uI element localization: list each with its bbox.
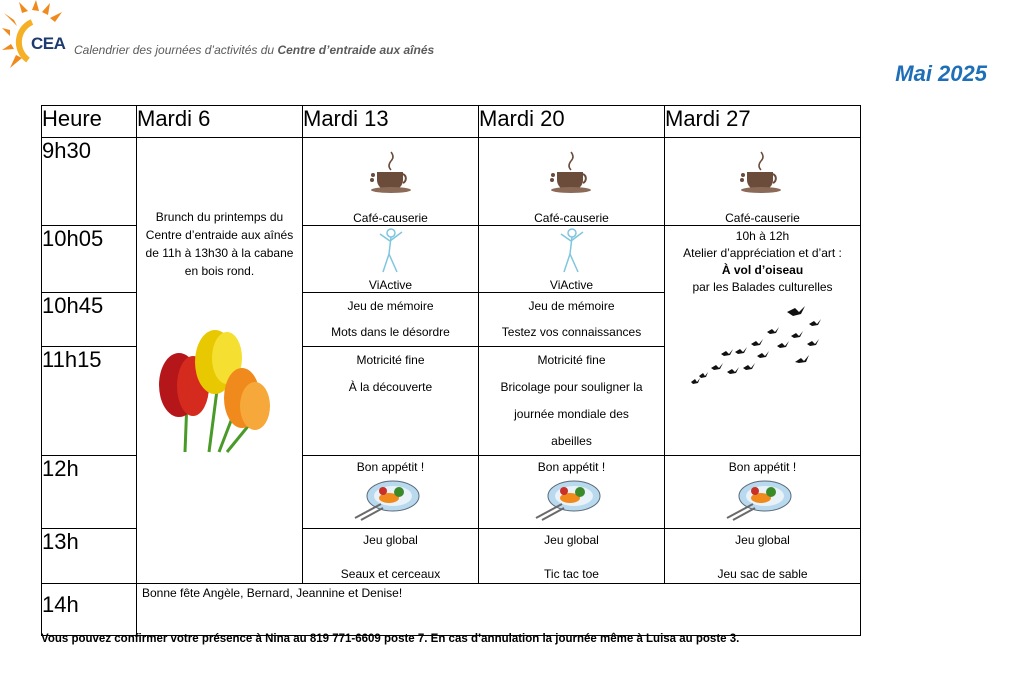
col-header-mardi-6: Mardi 6 xyxy=(137,106,303,138)
birthday-text: Bonne fête Angèle, Bernard, Jeannine et Denise! xyxy=(137,584,861,636)
col-header-mardi-20: Mardi 20 xyxy=(479,106,665,138)
hour-12h: 12h xyxy=(42,456,137,529)
mardi27-cafe-cell xyxy=(665,138,861,226)
hour-9h30: 9h30 xyxy=(42,138,137,226)
mardi13-memoire-cell xyxy=(303,293,479,347)
meal-plate-icon xyxy=(353,478,425,522)
month-title: Mai 2025 xyxy=(895,61,987,86)
footer-note: Vous pouvez confirmer votre présence à Nina au 819 771-6609 poste 7. En cas d’annulation la journée même à Luisa au poste 3. xyxy=(41,633,740,645)
col-header-mardi-27: Mardi 27 xyxy=(665,106,861,138)
mardi27-jeu-global-cell xyxy=(665,529,861,584)
page-subtitle xyxy=(74,43,434,57)
mardi27-atelier-cell xyxy=(665,226,861,456)
atelier-time: 10h à 12h xyxy=(735,229,790,243)
motricite-label: Motricité fine xyxy=(537,353,606,367)
mardi13-jeu-global-cell xyxy=(303,529,479,584)
motricite-sub: À la découverte xyxy=(348,380,433,394)
mardi20-appetit-cell xyxy=(479,456,665,529)
cafe-label: Café-causerie xyxy=(725,211,800,225)
appetit-label: Bon appétit ! xyxy=(728,460,797,474)
memoire-label: Jeu de mémoire xyxy=(347,299,434,313)
jeu-global-label: Jeu global xyxy=(735,533,790,547)
viactive-label: ViActive xyxy=(368,278,413,292)
jeu-global-sub: Jeu sac de sable xyxy=(717,567,808,581)
appetit-label: Bon appétit ! xyxy=(537,460,606,474)
memoire-label: Jeu de mémoire xyxy=(528,299,615,313)
hour-10h45: 10h45 xyxy=(42,293,137,347)
activity-calendar xyxy=(41,105,861,636)
motricite-sub-3: abeilles xyxy=(551,434,592,448)
mardi13-appetit-cell xyxy=(303,456,479,529)
viactive-figure-icon xyxy=(377,228,405,274)
motricite-label: Motricité fine xyxy=(356,353,425,367)
appetit-label: Bon appétit ! xyxy=(356,460,425,474)
cafe-label: Café-causerie xyxy=(353,211,428,225)
mardi6-brunch-cell xyxy=(137,138,303,584)
jeu-global-sub: Seaux et cerceaux xyxy=(340,567,441,581)
viactive-figure-icon xyxy=(558,228,586,274)
subtitle-org: Centre d’entraide aux aînés xyxy=(277,43,435,57)
mardi13-viactive-cell xyxy=(303,226,479,293)
hour-11h15: 11h15 xyxy=(42,347,137,456)
jeu-global-sub: Tic tac toe xyxy=(544,567,599,581)
coffee-cup-icon xyxy=(739,150,785,194)
hour-10h05: 10h05 xyxy=(42,226,137,293)
memoire-sub: Testez vos connaissances xyxy=(501,325,642,339)
meal-plate-icon xyxy=(725,478,797,522)
hour-13h: 13h xyxy=(42,529,137,584)
atelier-name: À vol d’oiseau xyxy=(721,263,804,277)
subtitle-prefix: Calendrier des journées d’activités du xyxy=(74,43,278,57)
brunch-text: Brunch du printemps du Centre d’entraide aux aînés de 11h à 13h30 à la cabane en bois rond. xyxy=(145,210,294,278)
birds-icon xyxy=(691,304,831,394)
logo-text: CEA xyxy=(31,34,66,53)
motricite-sub-2: journée mondiale des xyxy=(514,407,629,421)
col-header-heure: Heure xyxy=(42,106,137,138)
hour-14h: 14h xyxy=(42,584,137,636)
mardi20-jeu-global-cell xyxy=(479,529,665,584)
memoire-sub: Mots dans le désordre xyxy=(331,325,450,339)
viactive-label: ViActive xyxy=(549,278,594,292)
jeu-global-label: Jeu global xyxy=(544,533,599,547)
coffee-cup-icon xyxy=(549,150,595,194)
motricite-sub-1: Bricolage pour souligner la xyxy=(500,380,643,394)
cafe-label: Café-causerie xyxy=(534,211,609,225)
coffee-cup-icon xyxy=(369,150,415,194)
col-header-mardi-13: Mardi 13 xyxy=(303,106,479,138)
tulips-icon xyxy=(157,330,277,454)
meal-plate-icon xyxy=(534,478,606,522)
atelier-title: Atelier d’appréciation et d’art : xyxy=(683,246,842,260)
mardi20-viactive-cell xyxy=(479,226,665,293)
mardi27-appetit-cell xyxy=(665,456,861,529)
mardi13-motricite-cell xyxy=(303,347,479,456)
mardi20-memoire-cell xyxy=(479,293,665,347)
mardi20-motricite-cell xyxy=(479,347,665,456)
mardi13-cafe-cell xyxy=(303,138,479,226)
jeu-global-label: Jeu global xyxy=(363,533,418,547)
mardi20-cafe-cell xyxy=(479,138,665,226)
atelier-by: par les Balades culturelles xyxy=(692,280,833,294)
